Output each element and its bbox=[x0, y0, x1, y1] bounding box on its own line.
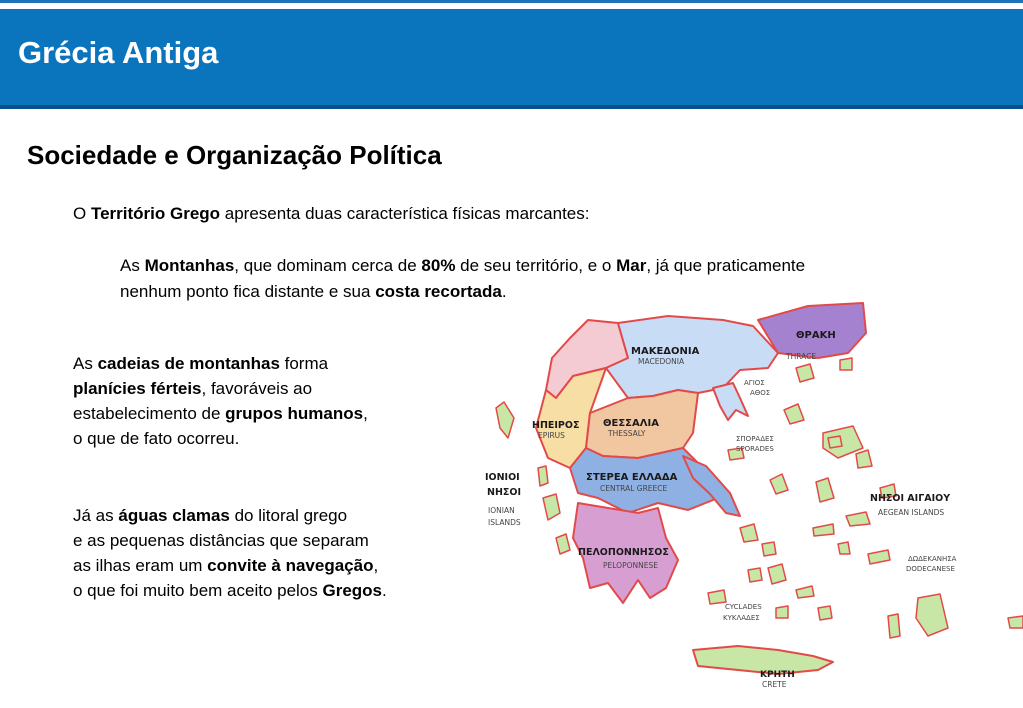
label-cyclades-2: ΚΥΚΛΑΔΕΣ bbox=[723, 614, 760, 622]
label-crete-sub: CRETE bbox=[762, 680, 787, 689]
island-turkey-coast bbox=[1008, 616, 1023, 628]
paragraph-territory: O Território Grego apresenta duas característica físicas marcantes: bbox=[73, 204, 590, 223]
greece-map bbox=[478, 298, 1023, 708]
island-paros bbox=[748, 568, 762, 582]
label-thessaly-sub: THESSALY bbox=[608, 429, 646, 438]
island-east-1 bbox=[828, 436, 842, 448]
island-karpathos bbox=[888, 614, 900, 638]
island-thera bbox=[776, 606, 788, 618]
section-subtitle: Sociedade e Organização Política bbox=[27, 140, 442, 170]
label-epirus-sub: EPIRUS bbox=[538, 431, 565, 440]
island-kefalonia bbox=[543, 494, 560, 520]
island-milos bbox=[708, 590, 726, 604]
label-thessaly: ΘΕΣΣΑΛΙΑ bbox=[603, 418, 659, 429]
label-cyclades-1: CYCLADES bbox=[725, 603, 762, 611]
island-thasos bbox=[796, 364, 814, 382]
label-dodecanese-2: DODECANESE bbox=[906, 565, 955, 573]
island-andros bbox=[740, 524, 758, 542]
island-rhodes bbox=[916, 594, 948, 636]
island-samos bbox=[846, 512, 870, 526]
island-east-5 bbox=[818, 606, 832, 620]
label-ionian-3: IONIAN bbox=[488, 506, 515, 515]
island-lefkada bbox=[538, 466, 548, 486]
island-kos bbox=[868, 550, 890, 564]
paragraph-plains: As cadeias de montanhas forma planícies férteis, favoráveis ao estabelecimento de grupos humanos, o que de fato ocorreu. bbox=[73, 354, 368, 448]
label-central-greece-sub: CENTRAL GREECE bbox=[600, 484, 668, 493]
island-east-4 bbox=[838, 542, 850, 554]
island-zakynthos bbox=[556, 534, 570, 554]
label-ionian-1: ΙΟΝΙΟΙ bbox=[485, 472, 520, 483]
label-thrace-sub: THRACE bbox=[786, 352, 817, 361]
label-athos-1: ΑΓΙΟΣ bbox=[744, 379, 765, 387]
region-chalkidiki bbox=[713, 383, 748, 420]
island-samothrace bbox=[840, 358, 852, 370]
island-skyros bbox=[770, 474, 788, 494]
label-ionian-2: ΝΗΣΟΙ bbox=[487, 487, 522, 498]
label-athos-2: ΑΘΟΣ bbox=[750, 389, 771, 397]
label-ionian-4: ISLANDS bbox=[488, 518, 521, 527]
island-amorgos bbox=[796, 586, 814, 598]
label-peloponnese: ΠΕΛΟΠΟΝΝΗΣΟΣ bbox=[578, 547, 669, 558]
label-macedonia: ΜΑΚΕΔΟΝΙΑ bbox=[631, 346, 700, 357]
island-chios bbox=[816, 478, 834, 502]
paragraph-navigation: Já as águas clamas do litoral grego e as pequenas distâncias que separam as ilhas eram um convite à navegação, o que foi muito bem aceito pelos Gregos. bbox=[73, 506, 387, 600]
label-peloponnese-sub: PELOPONNESE bbox=[603, 561, 658, 570]
label-aegean-sub: AEGEAN ISLANDS bbox=[878, 508, 945, 517]
island-east-2 bbox=[856, 450, 872, 468]
label-macedonia-sub: MACEDONIA bbox=[638, 357, 685, 366]
label-sporades-1: ΣΠΟΡΑΔΕΣ bbox=[736, 435, 774, 443]
title-bar bbox=[0, 9, 1023, 109]
island-naxos bbox=[768, 564, 786, 584]
label-crete: ΚΡΗΤΗ bbox=[760, 670, 795, 680]
label-dodecanese-1: ΔΩΔΕΚΑΝΗΣΑ bbox=[908, 555, 957, 563]
label-sporades-2: SPORADES bbox=[736, 445, 774, 453]
page-title: Grécia Antiga bbox=[18, 35, 219, 70]
paragraph-mountains-sea: As Montanhas, que dominam cerca de 80% de seu território, e o Mar, já que praticamente nenhum ponto fica distante e sua costa recortada. bbox=[120, 256, 806, 301]
island-lemnos bbox=[784, 404, 804, 424]
island-corfu bbox=[496, 402, 514, 438]
top-accent-line bbox=[0, 0, 1023, 3]
label-central-greece: ΣΤΕΡΕΑ ΕΛΛΑΔΑ bbox=[586, 472, 678, 483]
island-tinos bbox=[762, 542, 776, 556]
label-aegean: ΝΗΣΟΙ ΑΙΓΑΙΟΥ bbox=[870, 493, 951, 504]
label-thrace: ΘΡΑΚΗ bbox=[796, 330, 836, 341]
island-ikaria bbox=[813, 524, 834, 536]
label-epirus: ΗΠΕΙΡΟΣ bbox=[532, 420, 580, 431]
